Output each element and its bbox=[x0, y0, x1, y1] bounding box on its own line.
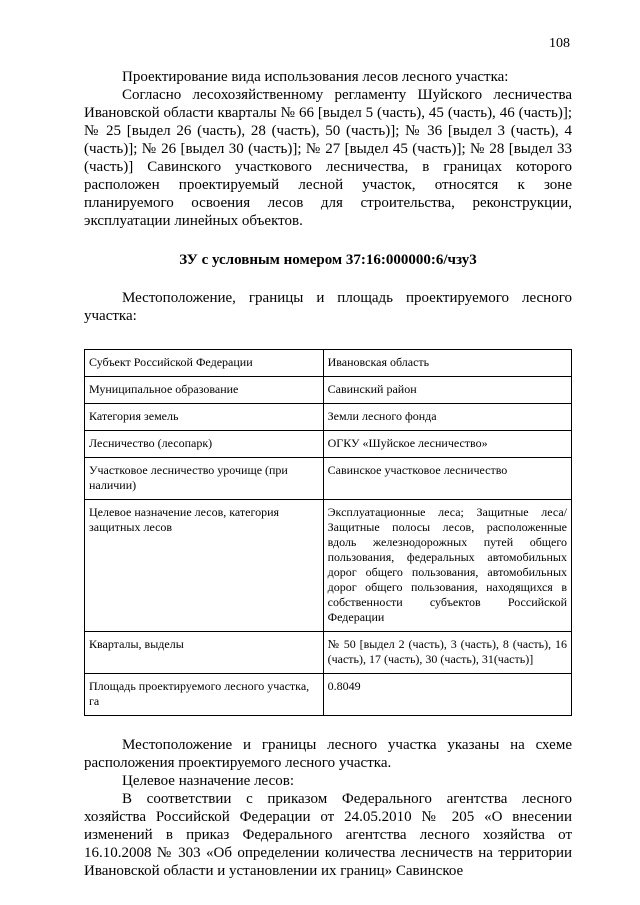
purpose-label: Целевое назначение лесов: bbox=[122, 773, 294, 789]
row-key: Кварталы, выделы bbox=[85, 632, 324, 674]
order-paragraph: В соответствии с приказом Федерального агентства лесного хозяйства Российской Федерации от 24.05.2010 № 205 «О внесении изменений в приказ Федерального агентства лесного хозяйства от 16.10.2008 № 303 «Об определении количества лесничеств на территории Ивановской области и установлении их границ» Савинское bbox=[84, 791, 572, 879]
section-heading: ЗУ с условным номером 37:16:000000:6/чзу3 bbox=[179, 252, 477, 268]
document-body bbox=[84, 68, 572, 880]
page-number: 108 bbox=[549, 36, 570, 51]
plot-info-table bbox=[84, 349, 572, 716]
row-key: Лесничество (лесопарк) bbox=[85, 431, 324, 458]
row-value: Земли лесного фонда bbox=[323, 404, 571, 431]
table-row bbox=[85, 377, 572, 404]
row-value: Савинское участковое лесничество bbox=[323, 458, 571, 500]
row-key: Субъект Российской Федерации bbox=[85, 350, 324, 377]
intro-paragraph: Согласно лесохозяйственному регламенту Шуйского лесничества Ивановской области кварталы № 66 [выдел 5 (часть), 45 (часть), 46 (часть)]; № 25 [выдел 26 (часть), 28 (часть), 50 (часть)]; № 36 [выдел 3 (часть), 4 (часть)]; № 26 [выдел 30 (часть)]; № 27 [выдел 45 (часть)]; № 28 [выдел 33 (часть)] Савинского участкового лесничества, в границах которого расположен проектируемый лесной участок, относятся к зоне планируемого освоения лесов для строительства, реконструкции, эксплуатации линейных объектов. bbox=[84, 87, 572, 229]
location-note-paragraph: Местоположение и границы лесного участка указаны на схеме расположения проектируемого лесного участка. bbox=[84, 737, 572, 771]
row-value: № 50 [выдел 2 (часть), 3 (часть), 8 (часть), 16 (часть), 17 (часть), 30 (часть), 31(часть)] bbox=[323, 632, 571, 674]
intro-heading-line: Проектирование вида использования лесов лесного участка: bbox=[122, 69, 509, 85]
row-key: Целевое назначение лесов, категория защитных лесов bbox=[85, 500, 324, 632]
table-row bbox=[85, 404, 572, 431]
row-value: Ивановская область bbox=[323, 350, 571, 377]
row-value: ОГКУ «Шуйское лесничество» bbox=[323, 431, 571, 458]
location-intro: Местоположение, границы и площадь проектируемого лесного участка: bbox=[84, 290, 572, 324]
row-key: Категория земель bbox=[85, 404, 324, 431]
table-row bbox=[85, 500, 572, 632]
row-value: Савинский район bbox=[323, 377, 571, 404]
table-row bbox=[85, 674, 572, 716]
row-key: Участковое лесничество урочище (при наличии) bbox=[85, 458, 324, 500]
table-row bbox=[85, 632, 572, 674]
row-key: Муниципальное образование bbox=[85, 377, 324, 404]
row-value: 0.8049 bbox=[323, 674, 571, 716]
table-row bbox=[85, 350, 572, 377]
table-row bbox=[85, 458, 572, 500]
row-key: Площадь проектируемого лесного участка, га bbox=[85, 674, 324, 716]
table-row bbox=[85, 431, 572, 458]
row-value: Эксплуатационные леса; Защитные леса/ Защитные полосы лесов, расположенные вдоль железнодорожных путей общего пользования, федеральных автомобильных дорог общего пользования, автомобильных дорог общего пользования, находящихся в собственности субъектов Российской Федерации bbox=[323, 500, 571, 632]
